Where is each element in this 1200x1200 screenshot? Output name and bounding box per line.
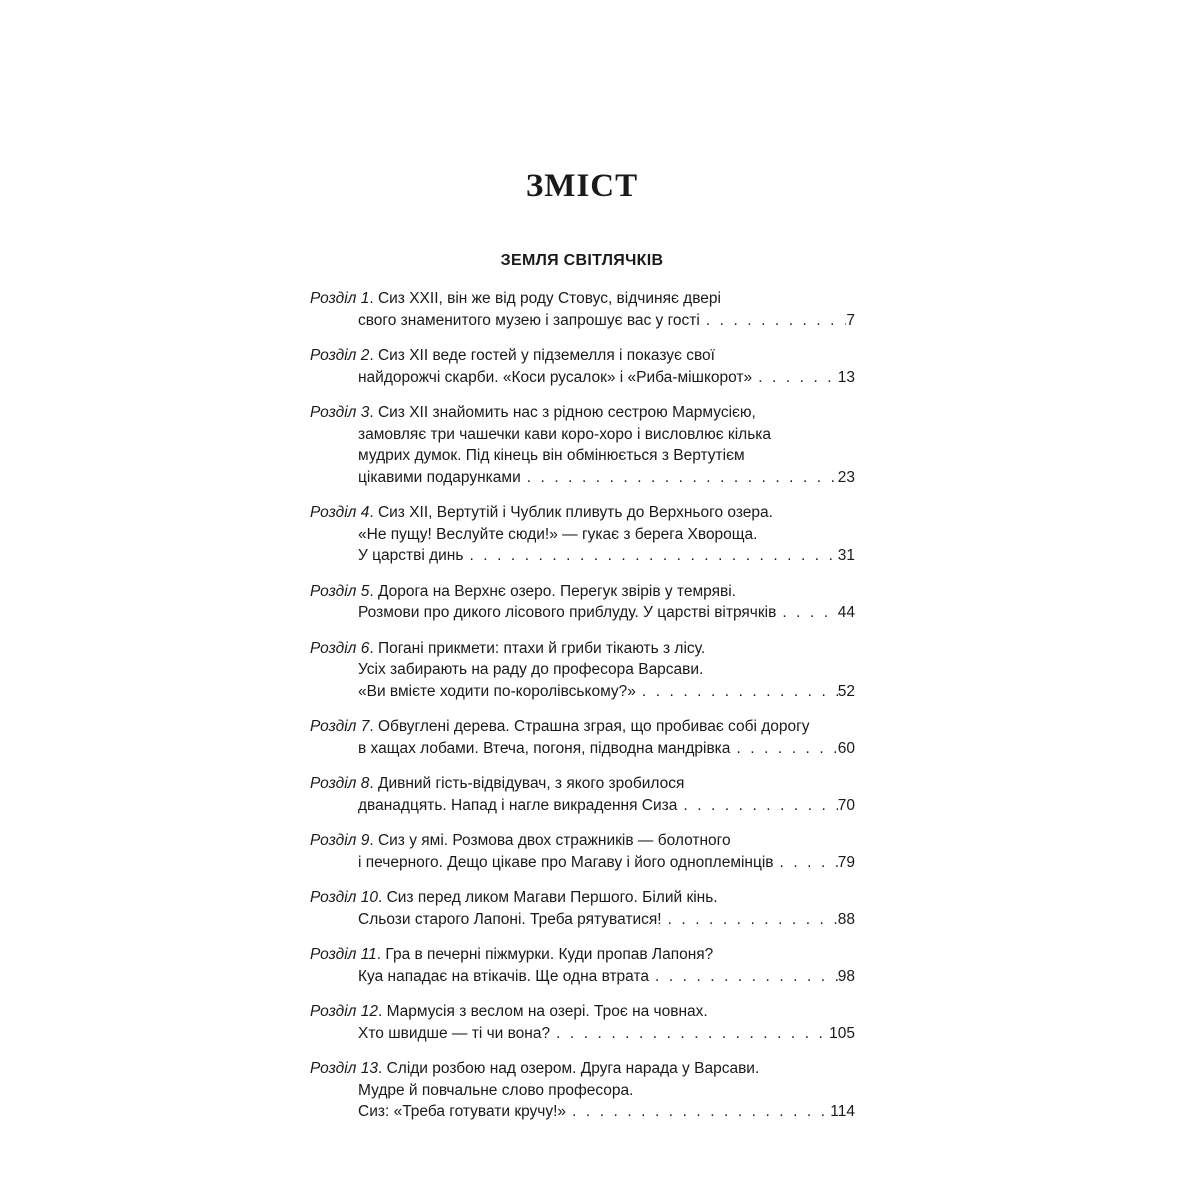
page-number: 7 (846, 311, 855, 329)
toc-entry-first-line: Розділ 13. Сліди розбою над озером. Друга нарада у Варсави. (310, 1060, 760, 1077)
page-number: 60 (837, 739, 855, 757)
chapter-label: Розділ 12 (310, 1003, 378, 1020)
toc-entry (310, 830, 855, 873)
chapter-description-continued: Сльози старого Лапоні. Треба рятуватися! (358, 910, 662, 928)
leader-dots (550, 1023, 829, 1045)
chapter-description-continued: Хто швидше — ті чи вона? (358, 1024, 551, 1042)
leader-dots (677, 795, 837, 817)
chapter-description: Мармусія з веслом на озері. Троє на човнах. (386, 1003, 708, 1020)
toc-entry-first-line: Розділ 7. Обвуглені дерева. Страшна зграя, що пробиває собі дорогу (310, 718, 810, 735)
toc-entry (310, 402, 855, 488)
toc-entry-last-line (310, 467, 855, 489)
chapter-description-continued: Сиз: «Треба готувати кручу!» (358, 1103, 567, 1120)
toc-entry (310, 638, 855, 703)
leader-dots (566, 1101, 830, 1123)
chapter-label: Розділ 4 (310, 504, 370, 521)
chapter-description-continued: Усіх забирають на раду до професора Варсави. (358, 661, 704, 678)
toc-entry (310, 581, 855, 624)
chapter-label: Розділ 2 (310, 347, 370, 364)
chapter-label: Розділ 9 (310, 832, 370, 849)
toc-entry (310, 716, 855, 759)
toc-entry-last-line (310, 367, 855, 389)
toc-entry (310, 773, 855, 816)
page-number: 98 (837, 967, 855, 985)
table-of-contents (310, 288, 855, 1137)
chapter-label: Розділ 8 (310, 775, 370, 792)
toc-entry (310, 345, 855, 388)
toc-entry-last-line (310, 681, 855, 703)
toc-entry-first-line: Розділ 11. Гра в печерні піжмурки. Куди пропав Лапоня? (310, 946, 714, 963)
chapter-description-continued: Мудре й повчальне слово професора. (358, 1081, 634, 1099)
chapter-label: Розділ 7 (310, 718, 370, 735)
toc-entry-first-line: Розділ 8. Дивний гість-відвідувач, з якого зробилося (310, 775, 685, 792)
toc-entry-first-line: Розділ 4. Сиз XII, Вертутій і Чублик пливуть до Верхнього озера. (310, 504, 773, 521)
page-number: 31 (837, 547, 855, 564)
chapter-description-continued: У царстві динь (358, 547, 464, 564)
leader-dots (776, 602, 837, 624)
section-title: ЗЕМЛЯ СВІТЛЯЧКІВ (500, 252, 664, 269)
toc-entry-first-line: Розділ 9. Сиз у ямі. Розмова двох стражників — болотного (310, 832, 731, 849)
chapter-label: Розділ 3 (310, 404, 370, 421)
toc-entry-first-line: Розділ 1. Сиз XXII, він же від роду Стовус, відчиняє двері (310, 290, 721, 307)
leader-dots (774, 852, 838, 874)
chapter-description: Сиз XII, Вертутій і Чублик пливуть до Верхнього озера. (377, 504, 773, 521)
chapter-description-continued: в хащах лобами. Втеча, погоня, підводна мандрівка (358, 739, 731, 757)
leader-dots (730, 738, 837, 760)
chapter-description-continued: Куа нападає на втікачів. Ще одна втрата (358, 967, 650, 985)
leader-dots (463, 545, 837, 567)
leader-dots (662, 909, 838, 931)
page-number: 44 (837, 604, 855, 621)
toc-entry (310, 887, 855, 930)
chapter-description-continued: мудрих думок. Під кінець він обмінюється з Вертутієм (358, 447, 745, 464)
toc-entry-first-line: Розділ 12. Мармусія з веслом на озері. Троє на човнах. (310, 1003, 708, 1020)
chapter-label: Розділ 6 (310, 639, 370, 657)
toc-entry-first-line: Розділ 6. Погані прикмети: птахи й гриби тікають з лісу. (310, 639, 706, 657)
chapter-description: Дивний гість-відвідувач, з якого зробилося (377, 775, 685, 792)
page-number: 105 (829, 1024, 855, 1042)
toc-entry-last-line (310, 738, 855, 760)
page-title: ЗМІСТ (525, 168, 639, 204)
page-number: 52 (837, 682, 855, 700)
chapter-description-continued: замовляє три чашечки кави коро-хоро і висловлює кілька (358, 425, 772, 443)
page-number: 88 (837, 910, 855, 928)
toc-entry (310, 1058, 855, 1123)
chapter-description: Сиз перед ликом Магави Першого. Білий кінь. (386, 889, 718, 906)
leader-dots (521, 467, 838, 489)
chapter-description-continued: Розмови про дикого лісового приблуду. У царстві вітрячків (358, 604, 777, 621)
toc-entry-first-line: Розділ 2. Сиз XII веде гостей у підземелля і показує свої (310, 347, 715, 364)
page-number: 70 (837, 796, 855, 814)
leader-dots (752, 367, 838, 389)
page-number: 23 (837, 468, 855, 486)
chapter-label: Розділ 13 (310, 1060, 378, 1077)
leader-dots (636, 681, 838, 703)
chapter-description: Гра в печерні піжмурки. Куди пропав Лапоня? (385, 946, 714, 963)
chapter-description-continued: «Не пущу! Веслуйте сюди!» — гукає з берега Хвороща. (358, 525, 758, 543)
toc-entry-last-line (310, 1101, 855, 1123)
chapter-label: Розділ 5 (310, 582, 370, 600)
chapter-description-continued: і печерного. Дещо цікаве про Магаву і його одноплемінців (358, 853, 774, 871)
page-number: 114 (830, 1103, 855, 1120)
chapter-description: Сиз XII веде гостей у підземелля і показує свої (377, 347, 715, 364)
chapter-description-continued: цікавими подарунками (358, 468, 521, 486)
chapter-description: Сиз XXII, він же від роду Стовус, відчиняє двері (377, 290, 721, 307)
chapter-description: Сліди розбою над озером. Друга нарада у Варсави. (386, 1060, 760, 1077)
chapter-description-continued: свого знаменитого музею і запрошує вас у гості (358, 311, 700, 329)
chapter-label: Розділ 11 (310, 946, 377, 963)
chapter-description-continued: «Ви вмієте ходити по-королівському?» (358, 682, 636, 700)
toc-entry-last-line (310, 545, 855, 567)
leader-dots (700, 310, 847, 332)
toc-entry-last-line (310, 852, 855, 874)
chapter-description-continued: дванадцять. Напад і нагле викрадення Сиза (358, 796, 678, 814)
toc-entry-last-line (310, 1023, 855, 1045)
toc-entry (310, 944, 855, 987)
toc-entry-last-line (310, 602, 855, 624)
leader-dots (649, 966, 838, 988)
toc-entry (310, 288, 855, 331)
toc-entry-last-line (310, 795, 855, 817)
chapter-label: Розділ 1 (310, 290, 370, 307)
chapter-description: Обвуглені дерева. Страшна зграя, що пробиває собі дорогу (377, 718, 810, 735)
page-number: 13 (837, 368, 855, 386)
chapter-description-continued: найдорожчі скарби. «Коси русалок» і «Риба-мішкорот» (358, 368, 753, 386)
chapter-description: Погані прикмети: птахи й гриби тікають з лісу. (377, 639, 706, 657)
toc-entry-first-line: Розділ 10. Сиз перед ликом Магави Першого. Білий кінь. (310, 889, 718, 906)
chapter-description: Сиз XII знайомить нас з рідною сестрою Мармусією, (377, 404, 756, 421)
toc-entry (310, 1001, 855, 1044)
toc-entry-last-line (310, 909, 855, 931)
page-number: 79 (837, 853, 855, 871)
toc-entry (310, 502, 855, 567)
toc-entry-first-line: Розділ 3. Сиз XII знайомить нас з рідною сестрою Мармусією, (310, 404, 756, 421)
chapter-description: Сиз у ямі. Розмова двох стражників — болотного (377, 832, 731, 849)
toc-entry-last-line (310, 966, 855, 988)
toc-entry-first-line: Розділ 5. Дорога на Верхнє озеро. Перегук звірів у темряві. (310, 582, 736, 600)
chapter-label: Розділ 10 (310, 889, 378, 906)
chapter-description: Дорога на Верхнє озеро. Перегук звірів у темряві. (377, 582, 736, 600)
toc-entry-last-line (310, 310, 855, 332)
